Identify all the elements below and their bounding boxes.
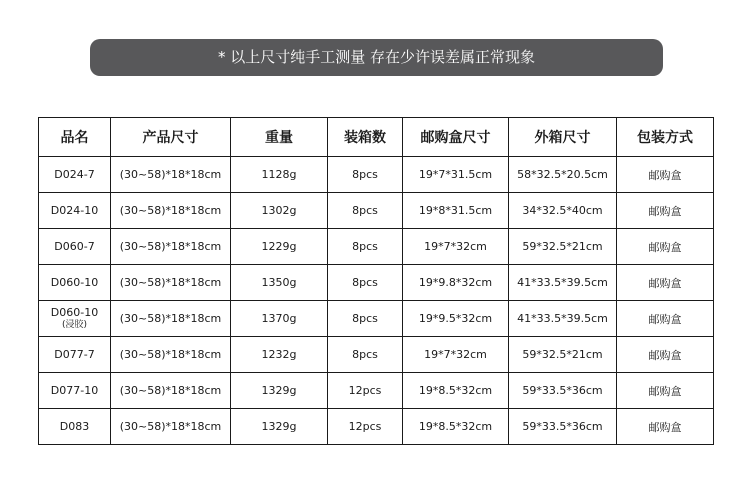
header-product-size: 产品尺寸 xyxy=(111,118,231,157)
cell-weight: 1370g xyxy=(231,301,328,337)
table-row xyxy=(39,301,714,337)
header-packing-quantity: 装箱数 xyxy=(328,118,403,157)
table-row xyxy=(39,409,714,445)
cell-product-size: (30~58)*18*18cm xyxy=(111,409,231,445)
table-row xyxy=(39,265,714,301)
cell-packaging-method: 邮购盒 xyxy=(617,409,714,445)
cell-product-size: (30~58)*18*18cm xyxy=(111,193,231,229)
cell-product-size: (30~58)*18*18cm xyxy=(111,265,231,301)
cell-product-size: (30~58)*18*18cm xyxy=(111,373,231,409)
cell-packaging-method: 邮购盒 xyxy=(617,265,714,301)
cell-mail-box-size: 19*8.5*32cm xyxy=(403,409,509,445)
cell-product-size: (30~58)*18*18cm xyxy=(111,157,231,193)
table-row xyxy=(39,229,714,265)
cell-packaging-method: 邮购盒 xyxy=(617,229,714,265)
cell-packing-quantity: 8pcs xyxy=(328,301,403,337)
cell-packing-quantity: 12pcs xyxy=(328,373,403,409)
cell-carton-size: 59*32.5*21cm xyxy=(509,337,617,373)
cell-product-name xyxy=(39,229,111,265)
cell-carton-size: 59*33.5*36cm xyxy=(509,409,617,445)
cell-packing-quantity: 8pcs xyxy=(328,337,403,373)
product-spec-table xyxy=(38,117,714,445)
cell-mail-box-size: 19*8.5*32cm xyxy=(403,373,509,409)
cell-packaging-method: 邮购盒 xyxy=(617,157,714,193)
cell-mail-box-size: 19*8*31.5cm xyxy=(403,193,509,229)
cell-packing-quantity: 12pcs xyxy=(328,409,403,445)
cell-product-name xyxy=(39,409,111,445)
cell-carton-size: 58*32.5*20.5cm xyxy=(509,157,617,193)
cell-weight: 1350g xyxy=(231,265,328,301)
product-name-text: D077-7 xyxy=(54,347,95,361)
table-row xyxy=(39,337,714,373)
cell-packaging-method: 邮购盒 xyxy=(617,301,714,337)
cell-mail-box-size: 19*9.8*32cm xyxy=(403,265,509,301)
cell-product-name xyxy=(39,157,111,193)
header-product-name: 品名 xyxy=(39,118,111,157)
product-name-note: (浸胶) xyxy=(61,319,88,330)
cell-packing-quantity: 8pcs xyxy=(328,157,403,193)
cell-product-name xyxy=(39,265,111,301)
cell-carton-size: 59*32.5*21cm xyxy=(509,229,617,265)
header-packaging-method: 包装方式 xyxy=(617,118,714,157)
table-row xyxy=(39,157,714,193)
header-weight: 重量 xyxy=(231,118,328,157)
header-carton-size: 外箱尺寸 xyxy=(509,118,617,157)
cell-carton-size: 59*33.5*36cm xyxy=(509,373,617,409)
cell-product-name xyxy=(39,301,111,337)
cell-product-name xyxy=(39,337,111,373)
measurement-notice-banner xyxy=(90,39,663,76)
cell-weight: 1329g xyxy=(231,409,328,445)
cell-weight: 1302g xyxy=(231,193,328,229)
cell-product-size: (30~58)*18*18cm xyxy=(111,301,231,337)
table-row xyxy=(39,193,714,229)
cell-packaging-method: 邮购盒 xyxy=(617,373,714,409)
measurement-notice-text: * 以上尺寸纯手工测量 存在少许误差属正常现象 xyxy=(217,48,536,66)
cell-mail-box-size: 19*7*32cm xyxy=(403,229,509,265)
cell-weight: 1128g xyxy=(231,157,328,193)
cell-product-size: (30~58)*18*18cm xyxy=(111,229,231,265)
product-name-text: D024-10 xyxy=(50,203,99,217)
cell-packing-quantity: 8pcs xyxy=(328,193,403,229)
cell-packing-quantity: 8pcs xyxy=(328,265,403,301)
header-mail-box-size: 邮购盒尺寸 xyxy=(403,118,509,157)
cell-carton-size: 41*33.5*39.5cm xyxy=(509,301,617,337)
cell-carton-size: 34*32.5*40cm xyxy=(509,193,617,229)
cell-packaging-method: 邮购盒 xyxy=(617,337,714,373)
cell-packaging-method: 邮购盒 xyxy=(617,193,714,229)
product-name-text: D077-10 xyxy=(50,383,99,397)
product-name-text: D024-7 xyxy=(54,167,95,181)
cell-weight: 1229g xyxy=(231,229,328,265)
cell-weight: 1232g xyxy=(231,337,328,373)
cell-product-name xyxy=(39,373,111,409)
product-name-text: D060-10 xyxy=(50,275,99,289)
cell-product-size: (30~58)*18*18cm xyxy=(111,337,231,373)
cell-packing-quantity: 8pcs xyxy=(328,229,403,265)
cell-weight: 1329g xyxy=(231,373,328,409)
cell-mail-box-size: 19*7*32cm xyxy=(403,337,509,373)
product-name-text: D083 xyxy=(59,419,90,433)
cell-mail-box-size: 19*9.5*32cm xyxy=(403,301,509,337)
table-row xyxy=(39,373,714,409)
product-name-text: D060-7 xyxy=(54,239,95,253)
cell-carton-size: 41*33.5*39.5cm xyxy=(509,265,617,301)
product-name-text: D060-10 xyxy=(50,305,99,319)
cell-product-name xyxy=(39,193,111,229)
cell-mail-box-size: 19*7*31.5cm xyxy=(403,157,509,193)
table-header-row xyxy=(39,118,714,157)
